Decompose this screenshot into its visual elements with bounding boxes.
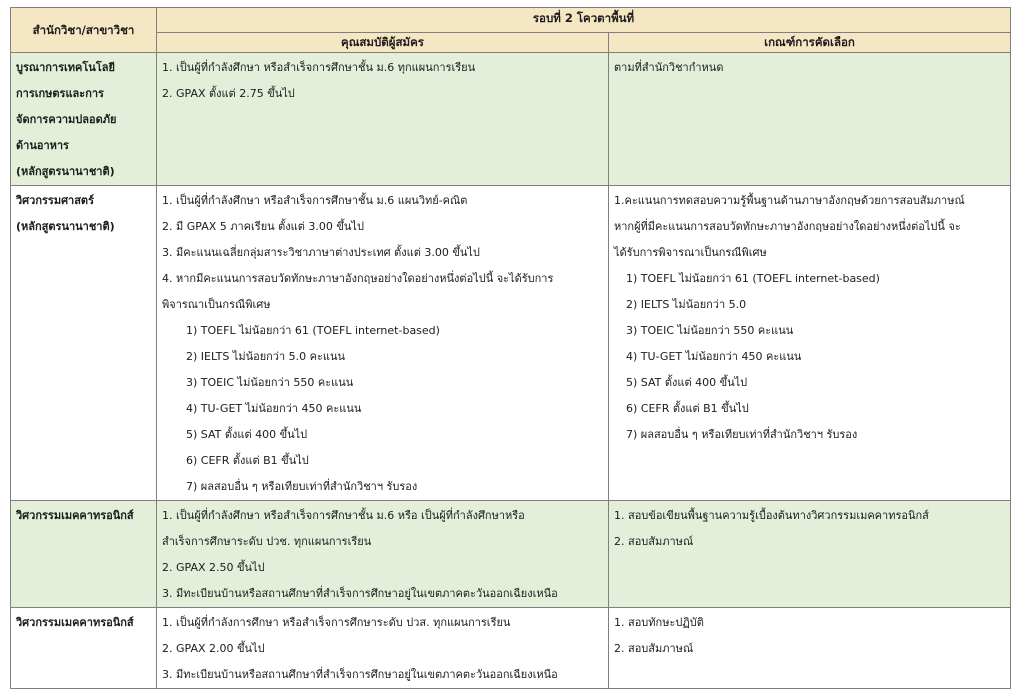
criteria-item: 1. สอบข้อเขียนพื้นฐานความรู้เบื้องต้นทางวิศวกรรมเมคคาทรอนิกส์	[614, 509, 929, 522]
test-score-item: 7) ผลสอบอื่น ๆ หรือเทียบเท่าที่สำนักวิชาฯ รับรอง	[626, 428, 858, 441]
program-line: บูรณาการเทคโนโลยี	[16, 61, 115, 74]
criteria-cell	[609, 608, 1011, 689]
test-score-item: 1) TOEFL ไม่น้อยกว่า 61 (TOEFL internet-based)	[626, 272, 880, 285]
program-line: (หลักสูตรนานาชาติ)	[16, 165, 115, 178]
qualifications-cell	[157, 53, 609, 186]
test-score-item: 6) CEFR ตั้งแต่ B1 ขึ้นไป	[186, 454, 309, 467]
criteria-item: 1. สอบทักษะปฏิบัติ	[614, 616, 704, 629]
program-line: วิศวกรรมเมคคาทรอนิกส์	[16, 616, 134, 629]
qualifications-header: คุณสมบัติผู้สมัคร	[157, 33, 609, 53]
qualification-item: สำเร็จการศึกษาระดับ ปวช. ทุกแผนการเรียน	[162, 535, 372, 548]
criteria-item: 2. สอบสัมภาษณ์	[614, 642, 694, 655]
program-line: วิศวกรรมเมคคาทรอนิกส์	[16, 509, 134, 522]
test-score-item: 4) TU-GET ไม่น้อยกว่า 450 คะแนน	[626, 350, 802, 363]
qualification-item: 1. เป็นผู้ที่กำลังศึกษา หรือสำเร็จการศึกษาชั้น ม.6 หรือ เป็นผู้ที่กำลังศึกษาหรือ	[162, 509, 525, 522]
test-score-item: 6) CEFR ตั้งแต่ B1 ขึ้นไป	[626, 402, 749, 415]
qualifications-cell	[157, 501, 609, 608]
header-row-columns	[11, 33, 1011, 53]
program-cell	[11, 53, 157, 186]
test-score-item: 7) ผลสอบอื่น ๆ หรือเทียบเท่าที่สำนักวิชาฯ รับรอง	[186, 480, 418, 493]
table-row	[11, 53, 1011, 186]
qualifications-cell	[157, 608, 609, 689]
criteria-item: 2. สอบสัมภาษณ์	[614, 535, 694, 548]
program-line: ด้านอาหาร	[16, 139, 69, 152]
test-score-item: 5) SAT ตั้งแต่ 400 ขึ้นไป	[186, 428, 308, 441]
criteria-item: หากผู้ที่มีคะแนนการสอบวัดทักษะภาษาอังกฤษอย่างใดอย่างหนึ่งต่อไปนี้ จะ	[614, 220, 961, 233]
criteria-header: เกณฑ์การคัดเลือก	[609, 33, 1011, 53]
test-score-item: 4) TU-GET ไม่น้อยกว่า 450 คะแนน	[186, 402, 362, 415]
qualification-item: 4. หากมีคะแนนการสอบวัดทักษะภาษาอังกฤษอย่างใดอย่างหนึ่งต่อไปนี้ จะได้รับการ	[162, 272, 554, 285]
test-score-item: 5) SAT ตั้งแต่ 400 ขึ้นไป	[626, 376, 748, 389]
qualification-item: 2. GPAX ตั้งแต่ 2.75 ขึ้นไป	[162, 87, 295, 100]
test-score-item: 2) IELTS ไม่น้อยกว่า 5.0 คะแนน	[186, 350, 346, 363]
table-row	[11, 186, 1011, 501]
qualification-item: พิจารณาเป็นกรณีพิเศษ	[162, 298, 271, 311]
table-row	[11, 608, 1011, 689]
program-cell	[11, 501, 157, 608]
program-line: (หลักสูตรนานาชาติ)	[16, 220, 115, 233]
test-score-item: 1) TOEFL ไม่น้อยกว่า 61 (TOEFL internet-based)	[186, 324, 440, 337]
round-header: รอบที่ 2 โควตาพื้นที่	[157, 8, 1011, 33]
table-row	[11, 501, 1011, 608]
criteria-item: ได้รับการพิจารณาเป็นกรณีพิเศษ	[614, 246, 767, 259]
test-score-item: 3) TOEIC ไม่น้อยกว่า 550 คะแนน	[626, 324, 794, 337]
program-line: จัดการความปลอดภัย	[16, 113, 117, 126]
criteria-cell	[609, 501, 1011, 608]
qualification-item: 2. GPAX 2.00 ขึ้นไป	[162, 642, 265, 655]
program-cell	[11, 186, 157, 501]
qualification-item: 2. GPAX 2.50 ขึ้นไป	[162, 561, 265, 574]
header-row-round	[11, 8, 1011, 33]
qualification-item: 3. มีคะแนนเฉลี่ยกลุ่มสาระวิชาภาษาต่างประเทศ ตั้งแต่ 3.00 ขึ้นไป	[162, 246, 480, 259]
program-line: วิศวกรรมศาสตร์	[16, 194, 94, 207]
criteria-item: ตามที่สำนักวิชากำหนด	[614, 61, 724, 74]
program-line: การเกษตรและการ	[16, 87, 104, 100]
qualification-item: 1. เป็นผู้ที่กำลังศึกษา หรือสำเร็จการศึกษาชั้น ม.6 แผนวิทย์-คณิต	[162, 194, 468, 207]
qualification-item: 1. เป็นผู้ที่กำลังการศึกษา หรือสำเร็จการศึกษาระดับ ปวส. ทุกแผนการเรียน	[162, 616, 511, 629]
criteria-cell	[609, 53, 1011, 186]
qualifications-cell	[157, 186, 609, 501]
test-score-item: 2) IELTS ไม่น้อยกว่า 5.0	[626, 298, 747, 311]
qualification-item: 2. มี GPAX 5 ภาคเรียน ตั้งแต่ 3.00 ขึ้นไป	[162, 220, 364, 233]
test-score-item: 3) TOEIC ไม่น้อยกว่า 550 คะแนน	[186, 376, 354, 389]
admission-table	[10, 7, 1011, 689]
qualification-item: 3. มีทะเบียนบ้านหรือสถานศึกษาที่สำเร็จการศึกษาอยู่ในเขตภาคตะวันออกเฉียงเหนือ	[162, 668, 558, 681]
criteria-item: 1.คะแนนการทดสอบความรู้พื้นฐานด้านภาษาอังกฤษด้วยการสอบสัมภาษณ์	[614, 194, 965, 207]
program-cell	[11, 608, 157, 689]
qualification-item: 3. มีทะเบียนบ้านหรือสถานศึกษาที่สำเร็จการศึกษาอยู่ในเขตภาคตะวันออกเฉียงเหนือ	[162, 587, 558, 600]
qualification-item: 1. เป็นผู้ที่กำลังศึกษา หรือสำเร็จการศึกษาชั้น ม.6 ทุกแผนการเรียน	[162, 61, 476, 74]
faculty-header: สำนักวิชา/สาขาวิชา	[11, 8, 157, 53]
criteria-cell	[609, 186, 1011, 501]
